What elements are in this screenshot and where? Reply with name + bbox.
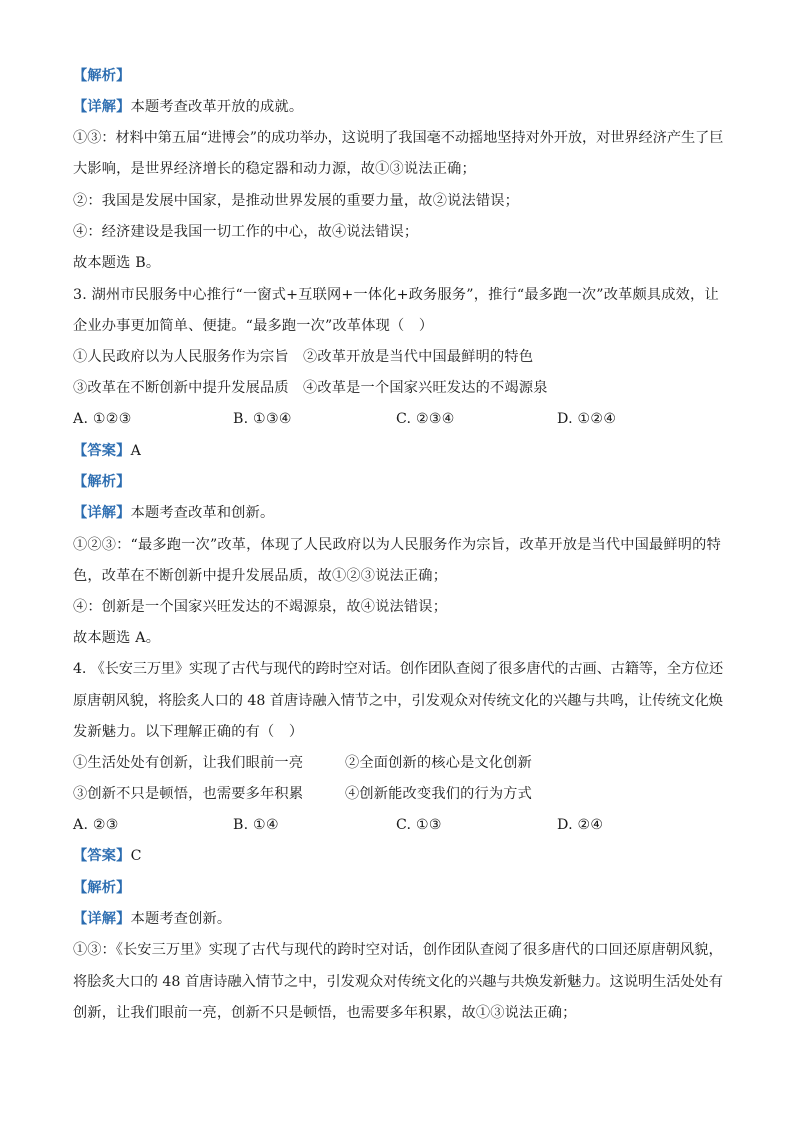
answer-label: 【答案】 bbox=[73, 443, 131, 459]
answer-label: 【答案】 bbox=[73, 848, 131, 864]
statement-item: ①人民政府以为人民服务作为宗旨 bbox=[73, 349, 289, 365]
detail-line bbox=[73, 503, 274, 523]
statement-item: ④改革是一个国家兴旺发达的不竭源泉 bbox=[303, 380, 548, 396]
explanation-text: 创新，让我们眼前一亮，创新不只是顿悟，也需要多年积累，故①③说法正确； bbox=[73, 1005, 577, 1021]
answer-line bbox=[73, 441, 141, 461]
explanation-text: 将脍炙大口的 48 首唐诗融入情节之中，引发观众对传统文化的兴趣与共焕发新魅力。这说明生活处处有 bbox=[73, 974, 723, 990]
answer-line bbox=[73, 846, 142, 866]
statement-item: ②全面创新的核心是文化创新 bbox=[345, 755, 533, 771]
question-stem: 企业办事更加简单、便捷。“最多跑一次”改革体现（ ） bbox=[73, 318, 434, 334]
choice-option-a: A. ②③ bbox=[73, 817, 119, 833]
choice-option-d: D. ②④ bbox=[557, 817, 604, 833]
conclusion-text: 故本题选 A。 bbox=[73, 630, 161, 646]
explanation-text: ①③：《长安三万里》实现了古代与现代的跨时空对话，创作团队查阅了很多唐代的口回还原唐朝风貌， bbox=[73, 942, 723, 958]
question-stem: 3. 湖州市民服务中心推行“一窗式+互联网+一体化+政务服务”，推行“最多跑一次”改革颇具成效，让 bbox=[73, 287, 719, 303]
answer-value: A bbox=[130, 443, 142, 459]
explanation-text: 色，改革在不断创新中提升发展品质，故①②③说法正确； bbox=[73, 568, 448, 584]
choice-option-b: B. ①③④ bbox=[233, 411, 292, 427]
analysis-label: 【解析】 bbox=[73, 68, 131, 84]
choice-option-d: D. ①②④ bbox=[557, 411, 617, 427]
analysis-label: 【解析】 bbox=[73, 880, 131, 896]
conclusion-text: 故本题选 B。 bbox=[73, 255, 161, 271]
choice-option-a: A. ①②③ bbox=[73, 411, 132, 427]
explanation-text: 大影响，是世界经济增长的稳定器和动力源，故①③说法正确； bbox=[73, 161, 476, 177]
statement-item: ①生活处处有创新，让我们眼前一亮 bbox=[73, 755, 304, 771]
detail-label: 【详解】 bbox=[73, 99, 131, 115]
question-stem: 4. 《长安三万里》实现了古代与现代的跨时空对话。创作团队查阅了很多唐代的古画、古籍等，全方位还 bbox=[73, 661, 724, 677]
statement-item: ③改革在不断创新中提升发展品质 bbox=[73, 380, 289, 396]
detail-text: 本题考查创新。 bbox=[130, 911, 232, 927]
detail-text: 本题考查改革和创新。 bbox=[130, 505, 275, 521]
choice-option-b: B. ①④ bbox=[233, 817, 279, 833]
explanation-text: ④：经济建设是我国一切工作的中心，故④说法错误； bbox=[73, 224, 419, 240]
statement-item: ②改革开放是当代中国最鲜明的特色 bbox=[303, 349, 534, 365]
detail-line bbox=[73, 97, 303, 117]
explanation-text: ①②③：“最多跑一次”改革，体现了人民政府以为人民服务作为宗旨，改革开放是当代中国最鲜明的特 bbox=[73, 537, 721, 553]
detail-label: 【详解】 bbox=[73, 505, 131, 521]
statement-item: ④创新能改变我们的行为方式 bbox=[345, 786, 533, 802]
explanation-text: ④：创新是一个国家兴旺发达的不竭源泉，故④说法错误； bbox=[73, 599, 448, 615]
explanation-text: ②：我国是发展中国家，是推动世界发展的重要力量，故②说法错误； bbox=[73, 193, 520, 209]
detail-label: 【详解】 bbox=[73, 911, 131, 927]
question-stem: 发新魅力。以下理解正确的有（ ） bbox=[73, 724, 304, 740]
detail-text: 本题考查改革开放的成就。 bbox=[130, 99, 304, 115]
answer-value: C bbox=[130, 848, 142, 864]
detail-line bbox=[73, 909, 231, 929]
explanation-text: ①③：材料中第五届“进博会”的成功举办，这说明了我国毫不动摇地坚持对外开放，对世界经济产生了巨 bbox=[73, 130, 724, 146]
choice-option-c: C. ②③④ bbox=[396, 411, 455, 427]
statement-item: ③创新不只是顿悟，也需要多年积累 bbox=[73, 786, 304, 802]
choice-option-c: C. ①③ bbox=[396, 817, 442, 833]
analysis-label: 【解析】 bbox=[73, 474, 131, 490]
question-stem: 原唐朝风貌，将脍炙人口的 48 首唐诗融入情节之中，引发观众对传统文化的兴趣与共鸣，让传统文化焕 bbox=[73, 693, 723, 709]
